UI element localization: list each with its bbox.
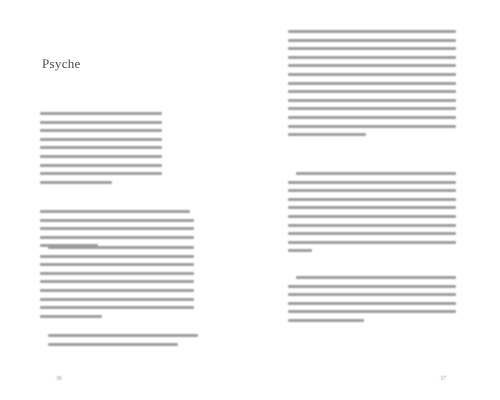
text-line	[40, 289, 194, 292]
text-line	[288, 241, 456, 244]
chapter-title: Psyche	[42, 56, 81, 71]
text-line	[296, 172, 456, 175]
text-line	[288, 285, 456, 288]
text-line	[40, 306, 194, 309]
text-line	[288, 125, 456, 128]
text-line	[40, 280, 194, 283]
text-line	[288, 39, 456, 42]
text-line	[40, 155, 162, 158]
text-line	[40, 181, 112, 184]
text-line	[48, 343, 178, 346]
text-line	[288, 181, 456, 184]
text-line	[296, 276, 456, 279]
text-line	[288, 47, 456, 50]
text-line	[40, 138, 162, 141]
text-line	[40, 164, 162, 167]
text-line	[40, 146, 162, 149]
text-line	[288, 56, 456, 59]
text-line	[288, 249, 312, 252]
text-line	[48, 246, 194, 249]
text-line	[288, 116, 456, 119]
text-line	[288, 107, 456, 110]
text-line	[48, 334, 198, 337]
text-line	[288, 302, 456, 305]
text-line	[288, 198, 456, 201]
text-line	[40, 298, 194, 301]
left-page-number: 36	[56, 376, 62, 382]
text-line	[40, 219, 194, 222]
text-line	[40, 172, 162, 175]
text-line	[40, 210, 190, 213]
text-line	[288, 73, 456, 76]
text-line	[288, 293, 456, 296]
right-page-number: 37	[440, 376, 446, 382]
text-line	[40, 121, 162, 124]
text-line	[40, 255, 194, 258]
text-line	[288, 232, 456, 235]
text-line	[40, 263, 194, 266]
text-line	[288, 82, 456, 85]
right-page	[250, 0, 500, 400]
text-line	[288, 90, 456, 93]
text-line	[288, 30, 456, 33]
text-line	[40, 129, 162, 132]
text-line	[288, 224, 456, 227]
text-line	[288, 310, 456, 313]
text-line	[40, 236, 194, 239]
text-line	[40, 315, 102, 318]
text-line	[288, 64, 456, 67]
text-line	[288, 215, 456, 218]
text-line	[40, 272, 194, 275]
text-line	[288, 133, 366, 136]
text-line	[288, 99, 456, 102]
text-line	[288, 189, 456, 192]
text-line	[288, 319, 364, 322]
text-line	[40, 112, 162, 115]
text-line	[288, 206, 456, 209]
text-line	[40, 227, 194, 230]
